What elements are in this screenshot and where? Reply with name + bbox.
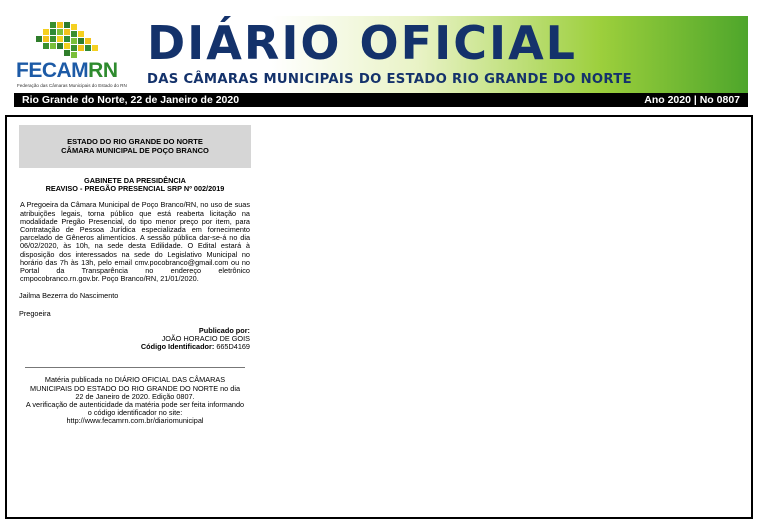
verification-url[interactable]: http://www.fecamrn.com.br/diariomunicipal xyxy=(66,416,204,426)
identifier-label: Código Identificador: xyxy=(140,342,215,352)
chamber-heading: CÂMARA MUNICIPAL DE POÇO BRANCO xyxy=(61,146,209,155)
footer-publication-note: Matéria publicada no DIÁRIO OFICIAL DAS CÂMARAS MUNICIPAIS DO ESTADO DO RIO GRANDE DO NORTE no dia 22 de Janeiro de 2020. Edição 0807. xyxy=(29,375,241,401)
logo-subtitle: Federação das Câmaras Municipais do Estado do RN xyxy=(17,83,127,88)
section-heading xyxy=(19,177,251,193)
publication-title: DIÁRIO OFICIAL xyxy=(147,16,577,70)
footer-note xyxy=(19,376,251,425)
fecamrn-logo xyxy=(14,16,142,93)
state-heading: ESTADO DO RIO GRANDE DO NORTE xyxy=(67,137,203,146)
divider xyxy=(25,367,245,368)
publisher-name: JOÃO HORACIO DE GOIS xyxy=(161,334,250,344)
signer-role: Pregoeira xyxy=(19,308,51,318)
map-mosaic-icon xyxy=(36,20,106,60)
issuer-heading xyxy=(19,125,251,168)
masthead xyxy=(14,16,748,93)
signer-name: Jailma Bezerra do Nascimento xyxy=(19,291,119,301)
publication-subtitle: DAS CÂMARAS MUNICIPAIS DO ESTADO RIO GRANDE DO NORTE xyxy=(147,72,632,87)
notice-title: REAVISO - PREGÃO PRESENCIAL SRP Nº 002/2019 xyxy=(45,184,225,194)
publication-date: Rio Grande do Norte, 22 de Janeiro de 2020 xyxy=(22,94,240,106)
published-by-label: Publicado por: xyxy=(198,325,250,335)
info-bar xyxy=(14,93,748,107)
article-column xyxy=(19,125,251,426)
logo-wordmark xyxy=(16,59,118,83)
edition-number: Ano 2020 | No 0807 xyxy=(644,94,740,106)
office-title: GABINETE DA PRESIDÊNCIA xyxy=(84,176,186,185)
content-frame xyxy=(5,115,753,519)
publisher-block xyxy=(19,327,251,352)
logo-rn: RN xyxy=(88,59,118,82)
identifier-line xyxy=(19,343,250,351)
identifier-code: 665D4169 xyxy=(216,342,250,352)
logo-fecam: FECAM xyxy=(16,59,89,82)
notice-body: A Pregoeira da Câmara Municipal de Poço Branco/RN, no uso de suas atribuições legais, torna público que está reaberta licitação na modalidade Pregão Presencial, do tipo menor preço por item, para Contratação de Pessoa Jurídica especializada em fornecimento parcelado de Gêneros alimentícios. A sessão pública dar-se-á no dia 06/02/2020, às 10h, na sede desta Edilidade. O Edital estará à disposição dos interessados na sede do Legislativo Municipal no horário das 7h às 13h, pelo email cmv.pocobranco@gmail.com ou no Portal da Transparência no endereço eletrônico cmpocobranco.rn.gov.br. Poço Branco/RN, 21/01/2020. xyxy=(20,200,250,284)
footer-verification-note: A verificação de autenticidade da matéria pode ser feita informando o código identificador no site: xyxy=(25,400,245,418)
